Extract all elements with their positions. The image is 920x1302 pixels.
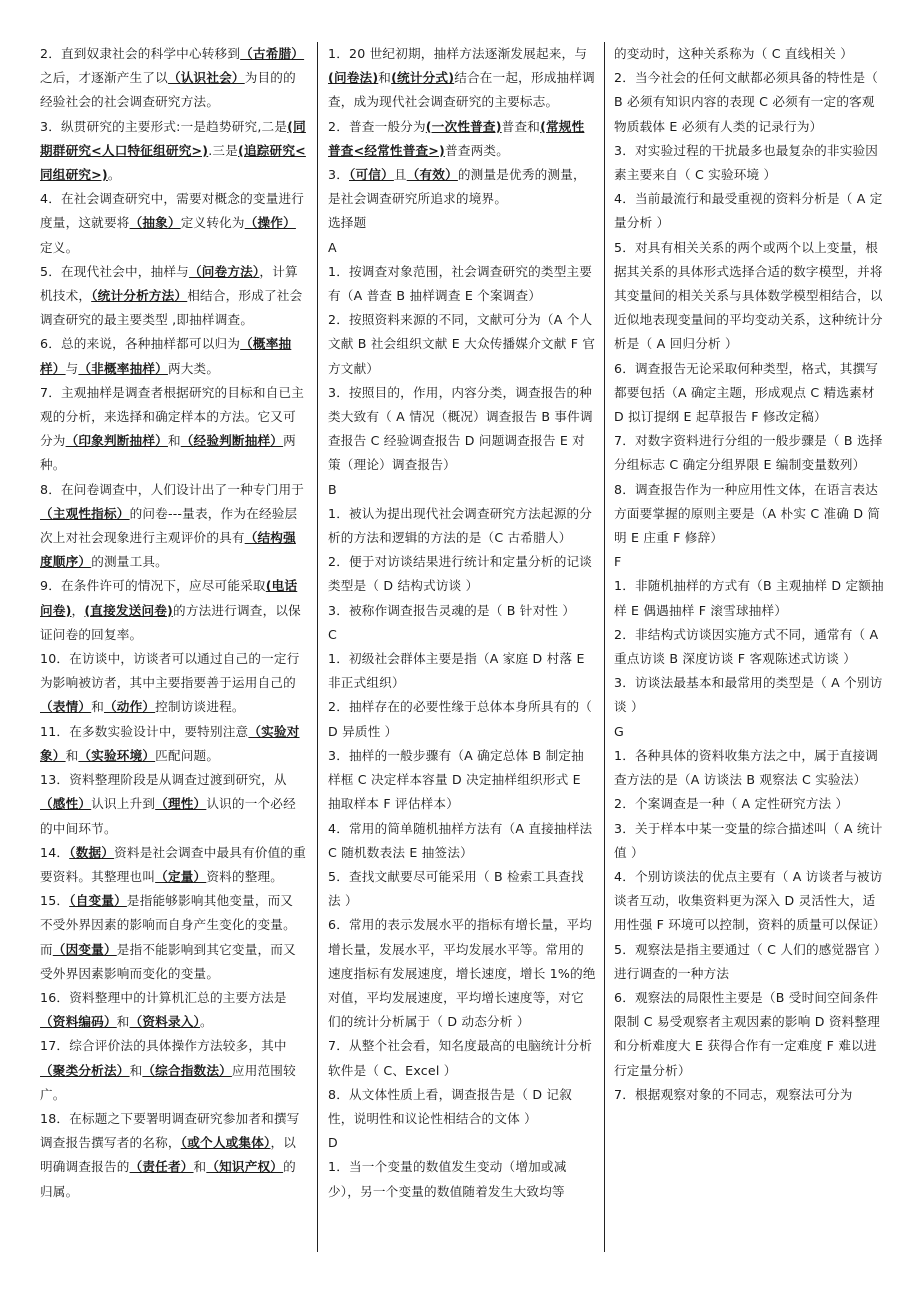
paragraph: 7．从整个社会看，知名度最高的电脑统计分析软件是（ C、Excel ） (328, 1038, 593, 1078)
paragraph: 选择题 (328, 215, 367, 231)
paragraph: 7．对数字资料进行分组的一般步骤是（ B 选择分组标志 C 确定分组界限 E 编制变量数列） (614, 433, 883, 473)
paragraph: 3．抽样的一般步骤有（A 确定总体 B 制定抽样框 C 决定样本容量 D 决定抽样组织形式 E 抽取样本 F 评估样本） (328, 747, 584, 812)
paragraph: 8．从文体性质上看，调查报告是（ D 记叙性，说明性和议论性相结合的文体 ） (328, 1086, 573, 1126)
paragraph: 4．常用的简单随机抽样方法有（A 直接抽样法 C 随机数表法 E 抽签法） (328, 820, 593, 860)
paragraph: B (328, 481, 337, 497)
paragraph: 8．调查报告作为一种应用性文体，在语言表达方面要掌握的原则主要是（A 朴实 C 准确 D 简明 E 庄重 F 修辞） (614, 481, 881, 546)
paragraph: 3．按照目的，作用，内容分类，调查报告的种类大致有（ A 情况（概况）调查报告 B 事件调查报告 C 经验调查报告 D 问题调查报告 E 对策（理论）调查报告） (328, 384, 593, 473)
paragraph: 11．在多数实验设计中，要特别注意（实验对象）和（实验环境）匹配问题。 (40, 723, 300, 763)
paragraph: 14．（数据）资料是社会调查中最具有价值的重要资料。其整理也叫（定量）资料的整理。 (40, 844, 307, 884)
paragraph: 5．观察法是指主要通过（ C 人们的感觉器官 ）进行调查的一种方法 (614, 941, 881, 981)
paragraph: 3．被称作调查报告灵魂的是（ B 针对性 ） (328, 602, 576, 618)
paragraph: 4．当前最流行和最受重视的资料分析是（ A 定量分析 ） (614, 191, 883, 231)
paragraph: 5．查找文献要尽可能采用（ B 检索工具查找法 ） (328, 868, 584, 909)
paragraph: 4．在社会调查研究中，需要对概念的变量进行度量，这就要将（抽象）定义转化为（操作）定义。 (40, 191, 305, 255)
paragraph: 13．资料整理阶段是从调查过渡到研究，从（感性）认识上升到（理性）认识的一个必经的中间环节。 (40, 772, 296, 836)
paragraph: 的变动时，这种关系称为（ C 直线相关 ） (614, 46, 854, 61)
paragraph: 16．资料整理中的计算机汇总的主要方法是（资料编码）和（资料录入）。 (40, 989, 287, 1030)
paragraph: 1．20 世纪初期，抽样方法逐渐发展起来，与(问卷法)和(统计分式)结合在一起，形成抽样调查，成为现代社会调查研究的主要标志。 (328, 46, 595, 110)
paragraph: 1．按调查对象范围，社会调查研究的类型主要有（A 普查 B 抽样调查 E 个案调查） (328, 263, 593, 304)
paragraph: 8．在问卷调查中，人们设计出了一种专门用于（主观性指标）的问卷---量表，作为在经验层次上对社会现象进行主观评价的具有（结构强度顺序）的测量工具。 (40, 481, 305, 570)
column-divider-left (317, 42, 318, 1252)
paragraph: 6．常用的表示发展水平的指标有增长量，平均增长量，发展水平，平均发展水平等。常用的速度指标有发展速度，增长速度，增长 1%的绝对值，平均发展速度，平均增长速度等，对它们的统计分析属于（ D 动态分析 ） (328, 917, 596, 1030)
paragraph: 15．（自变量）是指能够影响其他变量，而又不受外界因素的影响而自身产生变化的变量。而（因变量）是指不能影响到其它变量，而又受外界因素影响而变化的变量。 (40, 893, 296, 981)
paragraph: 2．个案调查是一种（ A 定性研究方法 ） (614, 796, 849, 812)
paragraph: 1．被认为提出现代社会调查研究方法起源的分析的方法和逻辑的方法的是（C 古希腊人） (328, 505, 593, 546)
paragraph: 5．在现代社会中，抽样与（问卷方法），计算机技术，（统计分析方法）相结合，形成了社会调查研究的最主要类型 ,即抽样调查。 (40, 263, 303, 328)
paragraph: 3．纵贯研究的主要形式:一是趋势研究,二是(同期群研究<人口特征组研究>).三是(追踪研究<同组研究>)。 (40, 118, 306, 183)
paragraph: 2．便于对访谈结果进行统计和定量分析的记谈类型是（ D 结构式访谈 ） (328, 554, 593, 594)
paragraph: 7．根据观察对象的不同志，观察法可分为 (614, 1086, 853, 1102)
paragraph: 3．对实验过程的干扰最多也最复杂的非实验因素主要来自（ C 实验环境 ） (614, 142, 879, 183)
column-3 (614, 42, 884, 1107)
paragraph: 17．综合评价法的具体操作方法较多，其中（聚类分析法）和（综合指数法）应用范围较广。 (40, 1038, 296, 1102)
paragraph: 3．访谈法最基本和最常用的类型是（ A 个别访谈 ） (614, 675, 883, 715)
paragraph: 6．调查报告无论采取何种类型，格式，其撰写都要包括（A 确定主题，形成观点 C 精选素材 D 拟订提纲 E 起草报告 F 修改定稿） (614, 360, 879, 425)
paragraph: 3．（可信）且（有效）的测量是优秀的测量，是社会调查研究所追求的境界。 (328, 167, 586, 207)
paragraph: 10．在访谈中，访谈者可以通过自己的一定行为影响被访者，其中主要指要善于运用自己的（表情）和（动作）控制访谈进程。 (40, 651, 300, 715)
paragraph: 5．对具有相关关系的两个或两个以上变量，根据其关系的具体形式选择合适的数字模型，并将其变量间的相关关系与具体数学模型相结合，以近似地表现变量间的平均变动关系，这种统计分析是（ A 回归分析 ） (614, 239, 883, 352)
paragraph: F (614, 554, 622, 570)
paragraph: D (328, 1135, 338, 1151)
paragraph: 9．在条件许可的情况下，应尽可能采取(电话问卷)，(直接发送问卷)的方法进行调查，以保证问卷的回复率。 (40, 578, 301, 642)
paragraph: G (614, 723, 624, 739)
paragraph: 1．当一个变量的数值发生变动（增加或减少），另一个变量的数值随着发生大致均等 (328, 1159, 567, 1199)
paragraph: 2．当今社会的任何文献都必须具备的特性是（ B 必须有知识内容的表现 C 必须有一定的客观物质载体 E 必须有人类的记录行为） (614, 70, 879, 134)
paragraph: 18．在标题之下要署明调查研究参加者和撰写调查报告撰写者的名称，（或个人或集体），以明确调查报告的（责任者）和（知识产权）的归属。 (40, 1110, 300, 1199)
paragraph: 2．普查一般分为(一次性普查)普查和(常规性普查<经常性普查>)普查两类。 (328, 118, 585, 158)
paragraph: 2．直到奴隶社会的科学中心转移到（古希腊）之后，才逐渐产生了以（认识社会）为目的的经验社会的社会调查研究方法。 (40, 46, 305, 110)
paragraph: 1．初级社会群体主要是指（A 家庭 D 村落 E 非正式组织） (328, 651, 585, 691)
paragraph: 6．观察法的局限性主要是（B 受时间空间条件限制 C 易受观察者主观因素的影响 D 资料整理和分析难度大 E 获得合作有一定难度 F 难以进行定量分析） (614, 989, 880, 1078)
paragraph: 3．关于样本中某一变量的综合描述叫（ A 统计值 ） (614, 820, 883, 860)
paragraph: 7．主观抽样是调查者根据研究的目标和自已主观的分析，来选择和确定样本的方法。它又可分为（印象判断抽样）和（经验判断抽样）两种。 (40, 384, 305, 473)
column-1 (40, 42, 306, 1204)
column-divider-right (604, 42, 605, 1252)
column-2 (328, 42, 596, 1204)
paragraph: 4．个别访谈法的优点主要有（ A 访谈者与被访谈者互动，收集资料更为深入 D 灵活性大，适用性强 F 环境可以控制，资料的质量可以保证） (614, 868, 886, 933)
paragraph: 6．总的来说，各种抽样都可以归为（概率抽样）与（非概率抽样）两大类。 (40, 336, 292, 376)
paragraph: 2．非结构式访谈因实施方式不同，通常有（ A 重点访谈 B 深度访谈 F 客观陈述式访谈 ） (614, 626, 879, 667)
paragraph: 1．各种具体的资料收集方法之中，属于直接调查方法的是（A 访谈法 B 观察法 C 实验法） (614, 747, 879, 788)
paragraph: C (328, 626, 337, 642)
paragraph: 2．抽样存在的必要性缘于总体本身所具有的（ D 异质性 ） (328, 699, 593, 739)
paragraph: 1．非随机抽样的方式有（B 主观抽样 D 定额抽样 E 偶遇抽样 F 滚雪球抽样） (614, 578, 884, 618)
paragraph: A (328, 239, 337, 255)
paragraph: 2．按照资料来源的不同，文献可分为（A 个人文献 B 社会组织文献 E 大众传播媒介文献 F 官方文献） (328, 312, 596, 376)
